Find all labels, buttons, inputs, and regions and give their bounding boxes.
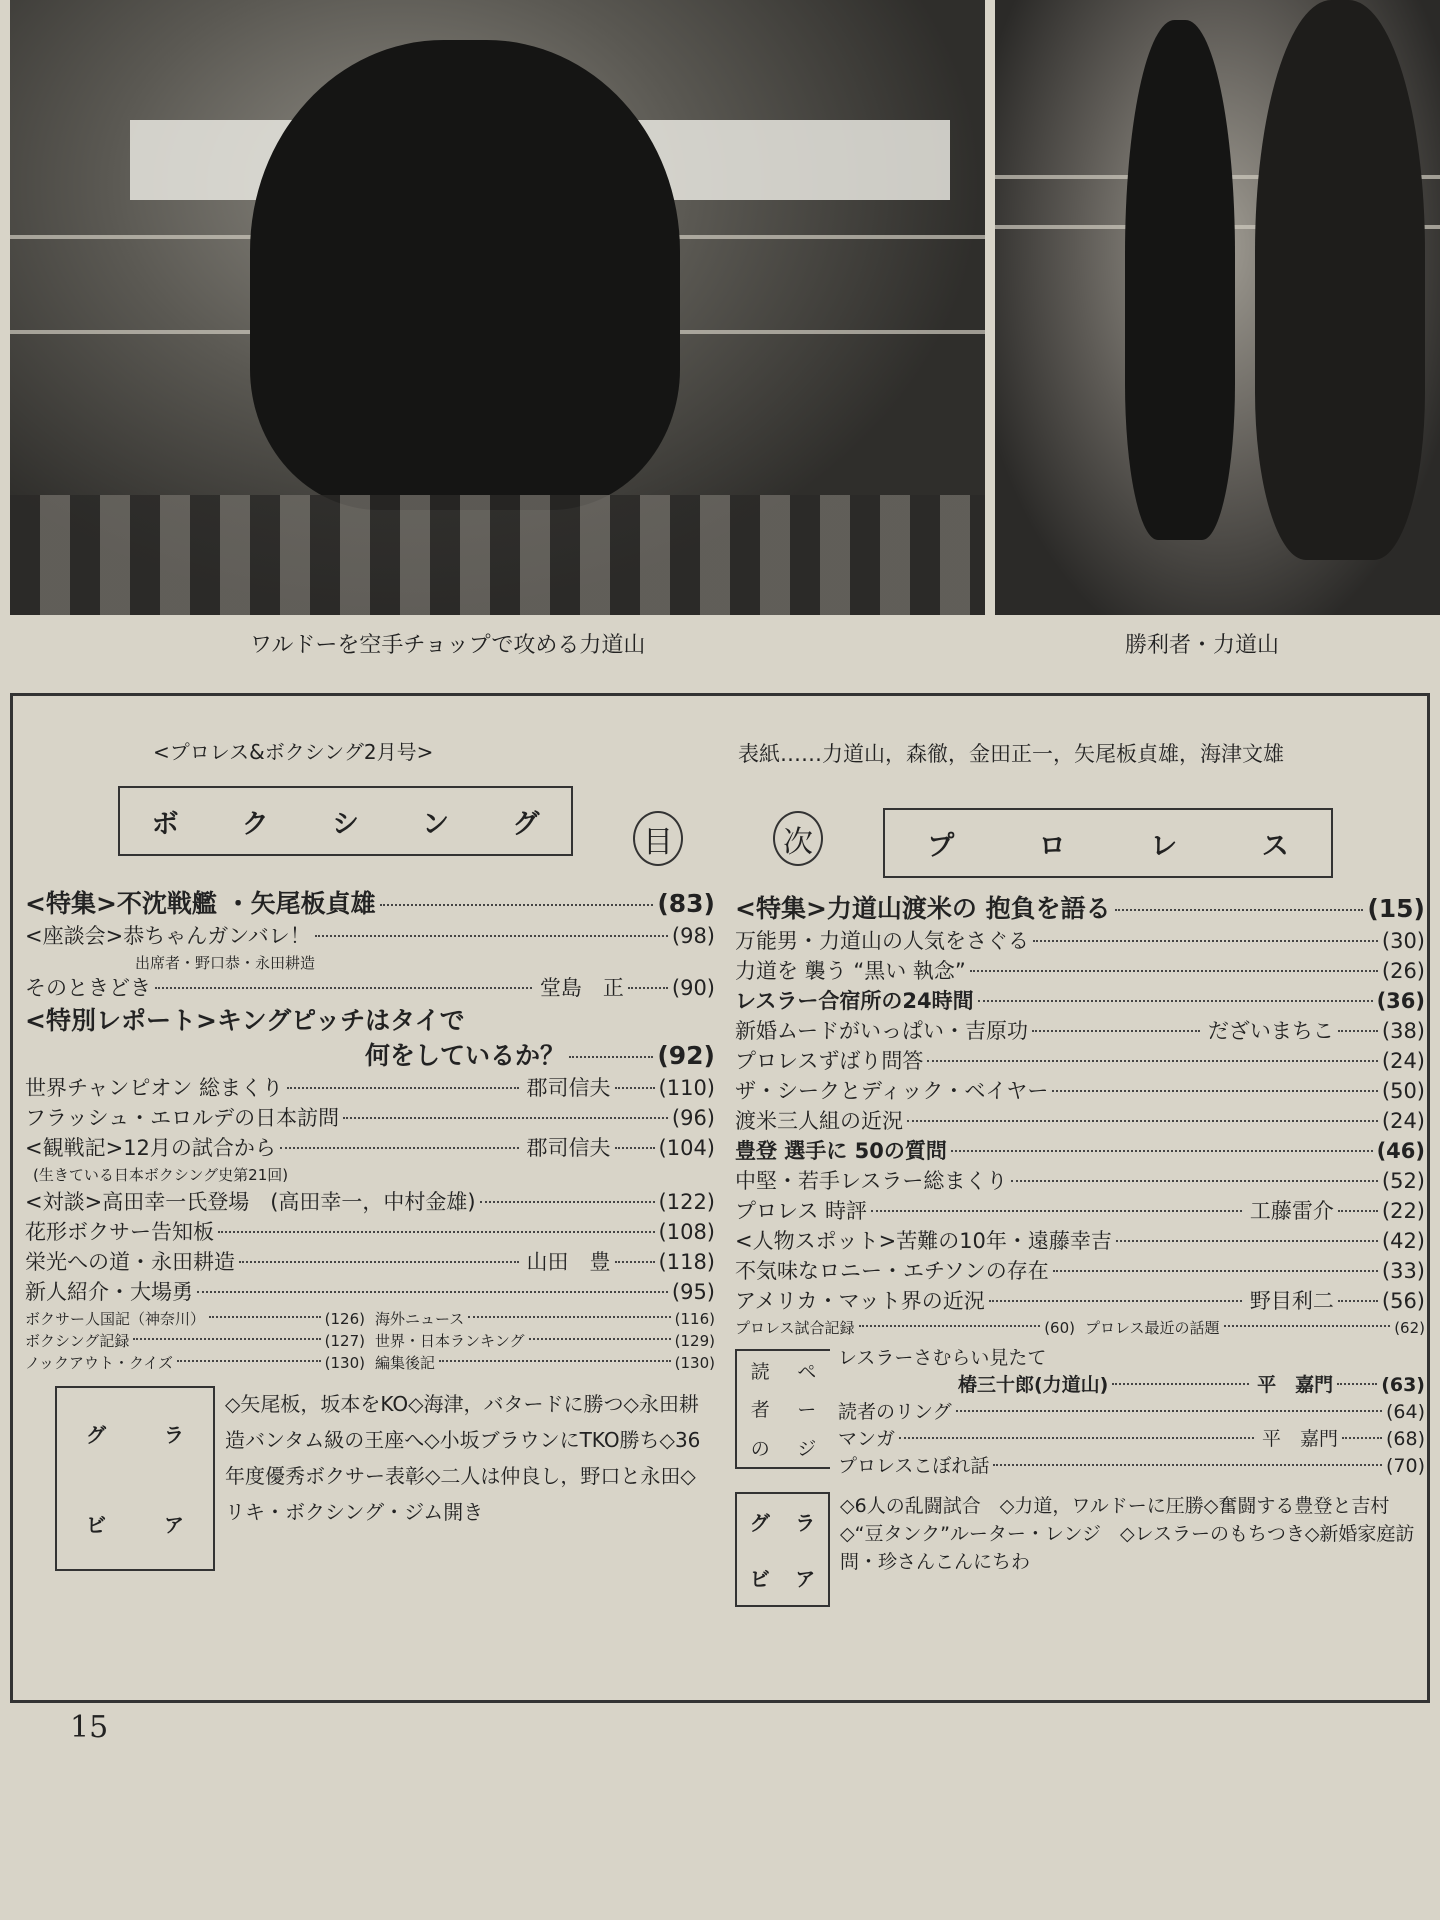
- leader-dots: [989, 1300, 1242, 1302]
- leader-dots: [468, 1316, 670, 1318]
- entry-title: 何をしているか？: [365, 1041, 566, 1070]
- entry-page: (38): [1381, 1019, 1425, 1043]
- leader-dots: [209, 1316, 321, 1318]
- entry-title: 中堅・若手レスラー総まくり: [735, 1169, 1008, 1193]
- toc-entry: [25, 1312, 365, 1334]
- entry-page: (22): [1381, 1199, 1425, 1223]
- entry-page: (60): [1044, 1319, 1075, 1337]
- entry-page: (70): [1385, 1455, 1425, 1477]
- pro-small-entries: [735, 1321, 1425, 1343]
- reader-char: ペ: [797, 1360, 817, 1383]
- leader-dots: [1011, 1180, 1378, 1182]
- entry-title: ボクサー人国記（神奈川）: [25, 1310, 206, 1328]
- toc-entry: [735, 931, 1425, 961]
- toc-entry: [735, 961, 1425, 991]
- wrestler-figure: [250, 40, 680, 510]
- reader-char: ジ: [797, 1438, 817, 1461]
- section-char: レ: [1150, 830, 1178, 862]
- toc-entry: [25, 1138, 715, 1168]
- entry-title: <対談>高田幸一氏登場 (高田幸一，中村金雄): [25, 1190, 476, 1214]
- gravure-char: ラ: [164, 1422, 184, 1447]
- table-of-contents: [10, 693, 1430, 1703]
- crowd: [10, 495, 985, 615]
- leader-dots: [177, 1360, 321, 1362]
- leader-dots: [970, 970, 1378, 972]
- toc-entry: [25, 1282, 715, 1312]
- leader-dots: [1052, 1090, 1378, 1092]
- entry-title: 椿三十郎(力道山): [958, 1374, 1109, 1396]
- entry-title: 不気味なロニー・エチソンの存在: [735, 1259, 1049, 1283]
- entry-page: (64): [1385, 1401, 1425, 1423]
- toc-entry: [375, 1356, 715, 1378]
- entry-title: <人物スポット>苦難の10年・遠藤幸吉: [735, 1229, 1112, 1253]
- section-char: ボ: [151, 808, 179, 840]
- entry-title: レスラー合宿所の24時間: [735, 989, 974, 1013]
- section-header-prowrestling: [883, 808, 1333, 878]
- entry-title: 花形ボクサー告知板: [25, 1220, 214, 1244]
- toc-entry: [375, 1334, 715, 1356]
- leader-dots: [343, 1117, 668, 1119]
- referee-figure: [1125, 20, 1235, 540]
- leader-dots: [951, 1150, 1373, 1152]
- leader-dots: [218, 1231, 655, 1233]
- entry-title: プロレスずばり問答: [735, 1049, 924, 1073]
- entry-title: ザ・シークとディック・ベイヤー: [735, 1079, 1049, 1103]
- entry-page: (116): [674, 1310, 715, 1328]
- gravure-char: ビ: [749, 1566, 770, 1591]
- toc-entry: [735, 1141, 1425, 1171]
- entry-author: 山田 豊: [526, 1250, 611, 1274]
- leader-dots: [956, 1410, 1382, 1412]
- leader-dots: [1337, 1383, 1377, 1385]
- leader-dots: [529, 1338, 671, 1340]
- entry-title: レスラーさむらい見たて: [838, 1347, 1047, 1369]
- boxing-gravure: [25, 1386, 715, 1571]
- entry-title: プロレス 時評: [735, 1199, 868, 1223]
- leader-dots: [1115, 909, 1364, 911]
- entry-author: 工藤雷介: [1249, 1199, 1334, 1223]
- toc-entry: [25, 926, 715, 956]
- pro-gravure: [735, 1492, 1425, 1607]
- leader-dots: [315, 935, 668, 937]
- gravure-label-box: [55, 1386, 215, 1571]
- toc-entry: [735, 1051, 1425, 1081]
- entry-title: プロレス試合記録: [735, 1319, 855, 1337]
- entry-author: 郡司信夫: [526, 1076, 611, 1100]
- leader-dots: [1338, 1210, 1378, 1212]
- gravure-text: ◇6人の乱闘試合 ◇力道，ワルドーに圧勝◇奮闘する豊登と吉村 ◇“豆タンク”ルーター・レンジ ◇レスラーのもちつき◇新婚家庭訪問・珍さんこんにちわ: [840, 1495, 1415, 1573]
- leader-dots: [899, 1437, 1254, 1439]
- toc-entry: [735, 1171, 1425, 1201]
- toc-entry: [838, 1457, 1425, 1484]
- toc-entry: [735, 1201, 1425, 1231]
- toc-entry: [25, 956, 715, 978]
- entry-page: (46): [1376, 1139, 1425, 1163]
- leader-dots: [287, 1087, 518, 1089]
- entry-title: 豊登 選手に 50の質問: [735, 1139, 947, 1163]
- toc-entry: [25, 1222, 715, 1252]
- cover-credits: 表紙……力道山，森徹，金田正一，矢尾板貞雄，海津文雄: [738, 742, 1284, 766]
- leader-dots: [859, 1325, 1041, 1327]
- winner-figure: [1255, 0, 1425, 560]
- leader-dots: [155, 987, 532, 989]
- entry-title: 世界チャンピオン 総まくり: [25, 1076, 284, 1100]
- toc-entry: [25, 1192, 715, 1222]
- toc-entry: [735, 1291, 1425, 1321]
- leader-dots: [380, 904, 654, 906]
- entry-title: 編集後記: [375, 1354, 436, 1372]
- entry-page: (26): [1381, 959, 1425, 983]
- entry-title: 新人紹介・大場勇: [25, 1280, 193, 1304]
- entry-page: (127): [324, 1332, 365, 1350]
- entry-page: (36): [1376, 989, 1425, 1013]
- entry-page: (92): [657, 1041, 715, 1070]
- toc-entry: [1085, 1321, 1425, 1343]
- entry-author: 野目利二: [1249, 1289, 1334, 1313]
- entry-title: <座談会>恭ちゃんガンバレ！: [25, 924, 311, 948]
- toc-entry: [838, 1403, 1425, 1430]
- section-char: ク: [241, 808, 269, 840]
- pro-small-cell: [735, 1321, 1075, 1343]
- entry-page: (56): [1381, 1289, 1425, 1313]
- leader-dots: [907, 1120, 1378, 1122]
- entry-title: <特集>不沈戦艦 ・矢尾板貞雄: [25, 889, 376, 918]
- reader-char: ー: [797, 1399, 817, 1422]
- entry-title: ノックアウト・クイズ: [25, 1354, 174, 1372]
- entry-page: (42): [1381, 1229, 1425, 1253]
- pro-small-cell: [1085, 1321, 1425, 1343]
- leader-dots: [1033, 940, 1378, 942]
- entry-author: 堂島 正: [539, 976, 624, 1000]
- entry-page: (50): [1381, 1079, 1425, 1103]
- leader-dots: [615, 1147, 655, 1149]
- boxing-small-left: [25, 1312, 365, 1378]
- page-number: 15: [70, 1710, 109, 1745]
- entry-page: (33): [1381, 1259, 1425, 1283]
- leader-dots: [1112, 1383, 1249, 1385]
- toc-entry: [735, 1081, 1425, 1111]
- toc-entry: [735, 1231, 1425, 1261]
- gravure-text: ◇矢尾板，坂本をKO◇海津，バタードに勝つ◇永田耕造バンタム級の王座へ◇小坂ブラウンにTKO勝ち◇36年度優秀ボクサー表彰◇二人は仲良し，野口と永田◇リキ・ボクシング・ジム開き: [225, 1392, 701, 1524]
- entry-page: (95): [671, 1280, 715, 1304]
- entry-title: 新婚ムードがいっぱい・吉原功: [735, 1019, 1028, 1043]
- entry-title: <特別レポート>キングピッチはタイで: [25, 1006, 465, 1035]
- entry-title: (生きている日本ボクシング史第21回): [33, 1166, 289, 1184]
- boxing-small-right: [375, 1312, 715, 1378]
- leader-dots: [1032, 1030, 1200, 1032]
- gravure-label-box: [735, 1492, 830, 1607]
- pro-entry-list: [735, 896, 1425, 1321]
- entry-page: (104): [658, 1136, 715, 1160]
- gravure-char: ラ: [795, 1511, 816, 1536]
- leader-dots: [615, 1261, 655, 1263]
- leader-dots: [1342, 1437, 1382, 1439]
- leader-dots: [569, 1056, 653, 1058]
- entry-page: (130): [324, 1354, 365, 1372]
- toc-entry: [25, 1356, 365, 1378]
- entry-title: ボクシング記録: [25, 1332, 130, 1350]
- gravure-char: グ: [86, 1422, 106, 1447]
- toc-entry: [838, 1430, 1425, 1457]
- entry-page: (90): [671, 976, 715, 1000]
- entry-page: (24): [1381, 1109, 1425, 1133]
- section-char: ン: [422, 808, 450, 840]
- section-char: シ: [331, 808, 359, 840]
- toc-entry: [25, 978, 715, 1008]
- entry-page: (130): [674, 1354, 715, 1372]
- toc-entry: [735, 1111, 1425, 1141]
- toc-entry: [735, 991, 1425, 1021]
- toc-entry: [25, 1108, 715, 1138]
- entry-title: 万能男・力道山の人気をさぐる: [735, 929, 1029, 953]
- entry-page: (96): [671, 1106, 715, 1130]
- toc-entry: [25, 1078, 715, 1108]
- leader-dots: [628, 987, 668, 989]
- leader-dots: [1116, 1240, 1378, 1242]
- entry-title: <特集>力道山渡米の 抱負を語る: [735, 894, 1111, 923]
- leader-dots: [480, 1201, 655, 1203]
- toc-entry: [25, 1008, 715, 1043]
- leader-dots: [1338, 1030, 1378, 1032]
- leader-dots: [993, 1464, 1382, 1466]
- leader-dots: [1224, 1325, 1391, 1327]
- entry-title: 読者のリング: [838, 1401, 952, 1423]
- section-char: ス: [1261, 830, 1289, 862]
- mokuji-mark: 目: [633, 811, 683, 866]
- wrestling-photo-left: [10, 0, 985, 615]
- toc-entry: [838, 1349, 1425, 1376]
- leader-dots: [978, 1000, 1373, 1002]
- reader-entry-list: [830, 1349, 1425, 1484]
- boxing-entry-list: [25, 891, 715, 1312]
- entry-author: 平 嘉門: [1257, 1374, 1334, 1396]
- leader-dots: [615, 1087, 655, 1089]
- entry-author: 郡司信夫: [526, 1136, 611, 1160]
- toc-entry: [25, 1252, 715, 1282]
- leader-dots: [239, 1261, 519, 1263]
- gravure-char: グ: [749, 1511, 770, 1536]
- entry-author: だざいまちこ: [1207, 1019, 1334, 1043]
- entry-page: (118): [658, 1250, 715, 1274]
- entry-title: アメリカ・マット界の近況: [735, 1289, 985, 1313]
- entry-page: (30): [1381, 929, 1425, 953]
- boxing-column: [25, 891, 715, 1571]
- reader-char: 者: [750, 1399, 770, 1422]
- entry-title: マンガ: [838, 1428, 896, 1450]
- section-char: グ: [512, 808, 540, 840]
- wrestling-photo-right: [995, 0, 1440, 615]
- entry-title: 海外ニュース: [375, 1310, 465, 1328]
- entry-page: (122): [658, 1190, 715, 1214]
- entry-page: (68): [1385, 1428, 1425, 1450]
- gravure-char: ア: [164, 1513, 184, 1538]
- entry-title: 力道を 襲う “黒い 執念”: [735, 959, 966, 983]
- toc-entry: [375, 1312, 715, 1334]
- leader-dots: [133, 1338, 320, 1340]
- entry-title: そのときどき: [25, 976, 151, 1000]
- entry-title: 栄光への道・永田耕造: [25, 1250, 235, 1274]
- leader-dots: [439, 1360, 671, 1362]
- section-char: ロ: [1038, 830, 1066, 862]
- entry-page: (108): [658, 1220, 715, 1244]
- entry-page: (24): [1381, 1049, 1425, 1073]
- entry-page: (52): [1381, 1169, 1425, 1193]
- leader-dots: [197, 1291, 668, 1293]
- boxing-small-entries: [25, 1312, 715, 1378]
- leader-dots: [871, 1210, 1242, 1212]
- toc-entry: [25, 1334, 365, 1356]
- prowrestling-column: [735, 896, 1425, 1607]
- reader-char: の: [750, 1438, 770, 1461]
- entry-page: (129): [674, 1332, 715, 1350]
- entry-page: (126): [324, 1310, 365, 1328]
- toc-entry: [25, 891, 715, 926]
- entry-title: 世界・日本ランキング: [375, 1332, 525, 1350]
- toc-entry: [838, 1376, 1425, 1403]
- leader-dots: [280, 1147, 519, 1149]
- toc-entry: [735, 1321, 1075, 1343]
- entry-page: (98): [671, 924, 715, 948]
- gravure-char: ビ: [86, 1513, 106, 1538]
- entry-author: 平 嘉門: [1261, 1428, 1338, 1450]
- toc-entry: [735, 1261, 1425, 1291]
- entry-title: プロレス最近の話題: [1085, 1319, 1220, 1337]
- entry-title: プロレスこぼれ話: [838, 1455, 990, 1477]
- entry-page: (62): [1394, 1319, 1425, 1337]
- entry-page: (63): [1381, 1374, 1425, 1396]
- issue-title: <プロレス&ボクシング2月号>: [153, 740, 434, 764]
- photo-caption-right: 勝利者・力道山: [1125, 633, 1280, 658]
- toc-entry: [735, 1021, 1425, 1051]
- gravure-char: ア: [795, 1566, 816, 1591]
- entry-page: (83): [657, 889, 715, 918]
- photo-caption-left: ワルドーを空手チョップで攻める力道山: [250, 633, 646, 658]
- reader-label-box: [735, 1349, 830, 1469]
- entry-title: 渡米三人組の近況: [735, 1109, 903, 1133]
- reader-page: [735, 1349, 1425, 1484]
- toc-entry: [25, 1043, 715, 1078]
- toc-entry: [25, 1168, 715, 1192]
- entry-title: フラッシュ・エロルデの日本訪問: [25, 1106, 340, 1130]
- entry-page: (110): [658, 1076, 715, 1100]
- toc-entry: [735, 896, 1425, 931]
- section-char: プ: [927, 830, 955, 862]
- leader-dots: [927, 1060, 1378, 1062]
- leader-dots: [1338, 1300, 1378, 1302]
- reader-char: 読: [750, 1360, 770, 1383]
- entry-title: <観戦記>12月の試合から: [25, 1136, 276, 1160]
- entry-title: 出席者・野口恭・永田耕造: [135, 954, 316, 972]
- tsugi-mark: 次: [773, 811, 823, 866]
- leader-dots: [1053, 1270, 1378, 1272]
- entry-page: (15): [1367, 894, 1425, 923]
- section-header-boxing: [118, 786, 573, 856]
